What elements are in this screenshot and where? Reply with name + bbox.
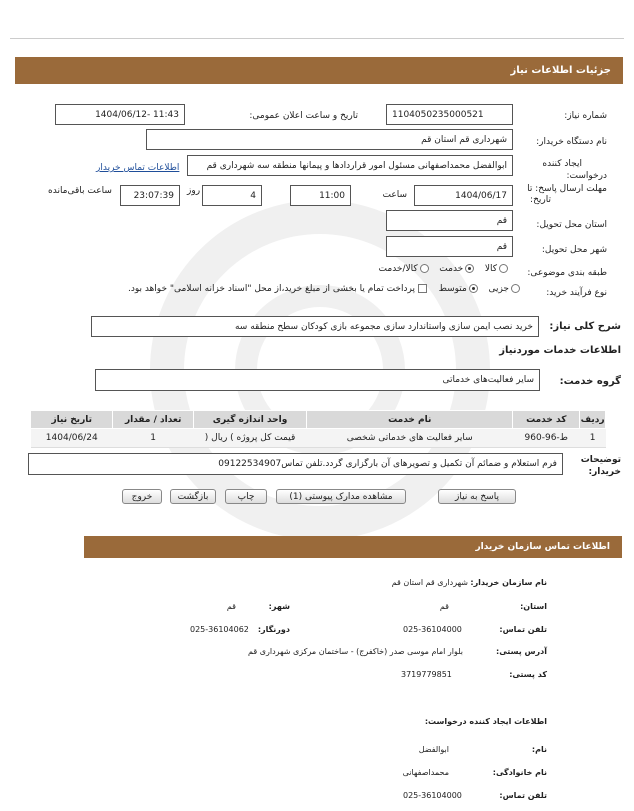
creator-phone-label: تلفن تماس: [499,791,547,800]
contact-phone-label: تلفن تماس: [499,625,547,634]
process-label: نوع فرآیند خرید: [546,288,607,298]
category-option-both: کالا/خدمت [378,264,418,274]
creator-field: ابوالفضل محمداصفهانی مسئول امور قراردادها و پیمانها منطقه سه شهرداری قم [187,155,513,176]
process-radio-minor[interactable] [511,284,520,293]
creator-first-name-label: نام: [531,745,547,754]
contact-phone-value: 025-36104000 [403,625,462,634]
contact-fax-value: 025-36104062 [190,625,249,634]
category-radio-service[interactable] [465,264,474,273]
col-row: ردیف [580,411,606,429]
creator-last-name-label: نام خانوادگی: [492,768,547,777]
buyer-notes-label-1: توضیحات [580,455,621,465]
need-number-field: 1104050235000521 [386,104,513,125]
contact-address-value: بلوار امام موسی صدر (خاکفرج) - ساختمان مرکزی شهرداری قم [248,647,463,656]
city-label: شهر محل تحویل: [541,245,607,255]
process-radio-group [128,284,522,294]
services-table [30,410,606,448]
category-radio-both[interactable] [420,264,429,273]
contact-city-value: قم [226,602,236,611]
back-button[interactable]: بازگشت [170,489,216,504]
creator-first-name-value: ابوالفضل [418,745,449,754]
category-option-service: خدمت [439,264,464,274]
exit-button[interactable]: خروج [122,489,162,504]
cell-service-code: ط-96-960 [513,429,580,448]
deadline-date-field: 1404/06/17 [414,185,513,206]
contact-org-value: شهرداری قم استان قم [391,578,468,587]
process-option-medium: متوسط [438,284,467,294]
contact-province-value: قم [439,602,449,611]
table-header-row [31,411,606,429]
remaining-label: ساعت باقی‌مانده [48,186,112,196]
category-label: طبقه بندی موضوعی: [527,268,607,278]
contact-city-label: شهر: [268,602,290,611]
deadline-time-field: 11:00 [290,185,351,206]
top-rule [10,38,624,39]
col-unit: واحد اندازه گیری [193,411,306,429]
remaining-field: 23:07:39 [120,185,180,206]
buyer-contact-link[interactable]: اطلاعات تماس خریدار [96,163,180,173]
contact-province-label: استان: [520,602,547,611]
buyer-notes-field: فرم استعلام و ضمائم آن تکمیل و تصویرهای آن بارگزاری گردد.تلفن تماس09122534907 [28,453,563,475]
payment-note: پرداخت تمام یا بخشی از مبلغ خرید،از محل "اسناد خزانه اسلامی" خواهد بود. [127,284,415,294]
buyer-notes-label-2: خریدار: [588,467,621,477]
contact-org-label: نام سازمان خریدار: [470,578,547,587]
service-group-field: سایر فعالیت‌های خدماتی [95,369,540,391]
need-number-label: شماره نیاز: [564,111,607,121]
cell-unit: قیمت کل پروژه ) ریال ( [193,429,306,448]
contact-title: اطلاعات تماس سازمان خریدار [475,542,610,552]
page-title [15,57,623,84]
print-button[interactable]: چاپ [225,489,267,504]
cell-quantity: 1 [113,429,193,448]
city-field: قم [386,236,513,257]
deadline-time-label: ساعت [382,190,407,200]
page-title-text: جزئیات اطلاعات نیاز [510,65,611,76]
creator-last-name-value: محمداصفهانی [402,768,449,777]
contact-fax-label: دورنگار: [257,625,290,634]
payment-checkbox[interactable] [418,284,427,293]
category-radio-group [379,264,510,274]
services-title: اطلاعات خدمات موردنیاز [499,345,621,356]
service-group-label: گروه خدمت: [559,376,621,387]
days-label: روز [187,186,201,196]
province-label: استان محل تحویل: [536,220,607,230]
creator-info-title: اطلاعات ایجاد کننده درخواست: [424,717,547,726]
reply-button[interactable]: پاسخ به نیاز [438,489,516,504]
deadline-label-1: مهلت ارسال پاسخ: تا [527,184,607,194]
col-quantity: تعداد / مقدار [113,411,193,429]
days-field: 4 [202,185,262,206]
contact-section-header [84,536,622,558]
cell-need-date: 1404/06/24 [31,429,113,448]
attachments-button[interactable]: مشاهده مدارک پیوستی (1) [276,489,406,504]
announce-label: تاریخ و ساعت اعلان عمومی: [249,111,358,121]
col-service-code: کد خدمت [513,411,580,429]
creator-label-2: درخواست: [566,171,607,181]
deadline-label-2: تاریخ: [530,195,551,205]
announce-field: 1404/06/12- 11:43 [55,104,185,125]
contact-postal-label: کد پستی: [509,670,547,679]
category-option-goods: کالا [484,264,497,274]
col-need-date: تاریخ نیاز [31,411,113,429]
summary-field: خرید نصب ایمن سازی واستاندارد سازی مجموعه بازی کودکان سطح منطقه سه [91,316,539,337]
process-radio-medium[interactable] [469,284,478,293]
buyer-org-label: نام دستگاه خریدار: [536,137,607,147]
contact-postal-value: 3719779851 [401,670,452,679]
process-option-minor: جزیی [488,284,509,294]
summary-label: شرح کلی نیاز: [549,321,621,332]
creator-phone-value: 025-36104000 [403,791,462,800]
cell-service-name: سایر فعالیت های خدماتی شخصی [307,429,513,448]
cell-row: 1 [580,429,606,448]
province-field: قم [386,210,513,231]
col-service-name: نام خدمت [307,411,513,429]
buyer-org-field: شهرداری قم استان قم [146,129,513,150]
creator-label-1: ایجاد کننده [542,159,582,169]
table-row [31,429,606,448]
contact-address-label: آدرس پستی: [496,647,547,656]
category-radio-goods[interactable] [499,264,508,273]
